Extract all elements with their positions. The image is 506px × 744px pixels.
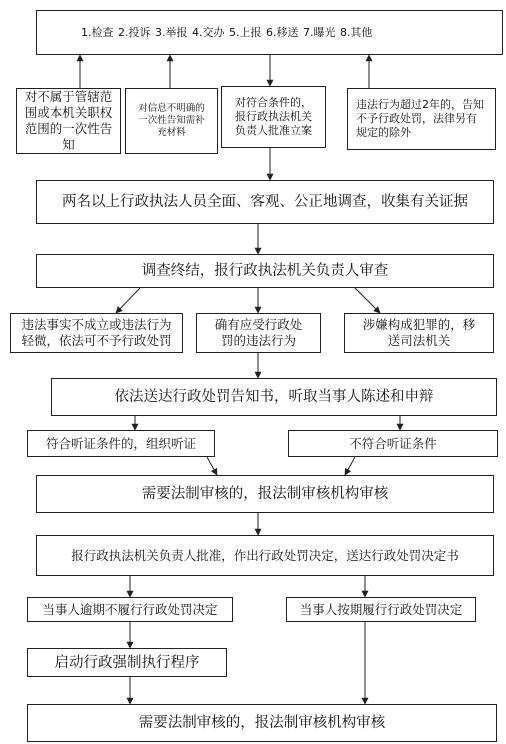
not-in-jurisdiction-text: 对不属于管辖范围或本机关职权范围的一次性告知 [24, 89, 113, 152]
case-sources-box [36, 10, 503, 55]
investigation-text: 两名以上行政执法人员全面、客观、公正地调查，收集有关证据 [62, 194, 468, 210]
arrow-hearing-yes-to-review [207, 457, 217, 475]
legal-review-text-2: 需要法制审核的，报法制审核机构审核 [138, 715, 386, 731]
notify-box [51, 378, 497, 416]
unclear-info-text: 对信息不明确的一次性告知需补充材料 [138, 103, 205, 138]
arrow-hearing-no-to-review [345, 457, 355, 475]
over-two-years-text: 违法行为超过2年的，告知不予行政处罚，法律另有规定的除外 [356, 98, 484, 139]
no-penalty-box [10, 313, 183, 353]
meets-conditions-box [221, 86, 326, 148]
penalty-box [196, 313, 321, 353]
legal-review-box-2 [27, 704, 497, 742]
enforce-text: 启动行政强制执行程序 [54, 654, 200, 671]
hearing-yes-text: 符合听证条件的，组织听证 [45, 435, 196, 451]
case-sources-text: 1.检查 2.投诉 3.举报 4.交办 5.上报 6.移送 7.曝光 8.其他 [81, 25, 373, 39]
overdue-box [27, 597, 233, 622]
investigation-end-box [36, 254, 494, 288]
investigation-box [36, 180, 494, 224]
crime-transfer-text: 涉嫌构成犯罪的，移送司法机关 [362, 317, 476, 348]
enforce-box [27, 648, 227, 677]
arrow-end-to-crime [355, 288, 380, 313]
not-in-jurisdiction-box [16, 88, 121, 154]
decision-text: 报行政执法机关负责人批准，作出行政处罚决定，送达行政处罚决定书 [71, 547, 459, 563]
legal-review-box-1 [36, 475, 494, 513]
over-two-years-box [347, 88, 496, 150]
overdue-text: 当事人逾期不履行行政处罚决定 [42, 601, 218, 617]
penalty-text: 确有应受行政处罚的违法行为 [214, 317, 303, 348]
on-time-box [286, 597, 476, 622]
meets-conditions-text: 对符合条件的，报行政执法机关负责人批准立案 [235, 96, 312, 137]
notify-text: 依法送达行政处罚告知书，听取当事人陈述和申辩 [114, 389, 434, 405]
hearing-no-text: 不符合听证条件 [349, 435, 437, 451]
arrow-end-to-no-penalty [116, 288, 140, 313]
investigation-end-text: 调查终结，报行政执法机关负责人审查 [141, 263, 389, 279]
unclear-info-box [125, 88, 218, 154]
on-time-text: 当事人按期履行行政处罚决定 [299, 601, 463, 617]
hearing-no-box [288, 430, 498, 457]
decision-box [36, 535, 494, 576]
legal-review-text-1: 需要法制审核的，报法制审核机构审核 [141, 486, 389, 502]
hearing-yes-box [27, 430, 215, 457]
no-penalty-text: 违法事实不成立或违法行为轻微，依法可不予行政处罚 [21, 317, 172, 348]
crime-transfer-box [344, 313, 494, 353]
